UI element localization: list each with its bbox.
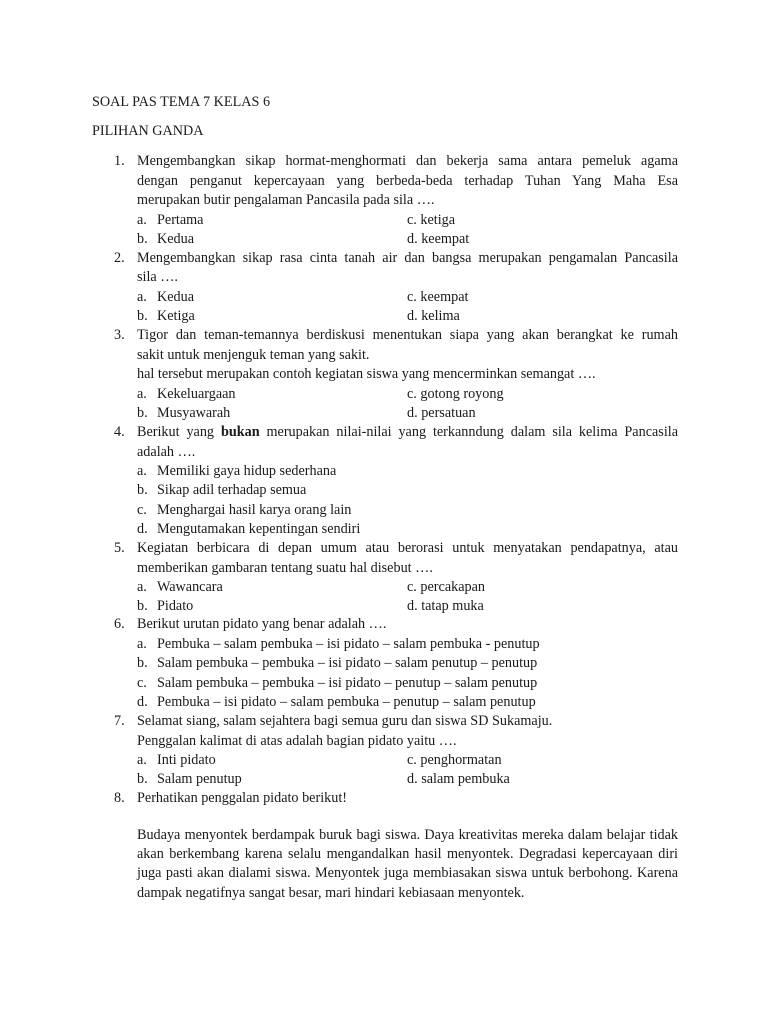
question-text-line: Berikut yang bukan merupakan nilai-nilai yang terkanndung dalam sila kelima Pancasila [137,424,678,440]
page-title: SOAL PAS TEMA 7 KELAS 6 [92,94,271,110]
option-label: d. [407,405,418,421]
option-label: d. [407,771,418,787]
option-label: a. [137,386,147,402]
option-label: c. [407,579,417,595]
question-text-line: Selamat siang, salam sejahtera bagi semua guru dan siswa SD Sukamaju. [137,713,553,729]
option-label: a. [137,463,147,479]
option-label: b. [137,482,148,498]
option-label: a. [137,579,147,595]
question-text-line: sakit untuk menjenguk teman yang sakit. [137,347,370,363]
option-text: keempat [420,289,469,305]
question-text-line: adalah …. [137,444,196,460]
option-label: d. [137,521,148,537]
option-label: a. [137,212,147,228]
option-c [407,578,485,597]
question-number: 2. [114,250,125,266]
option-label: a. [137,752,147,768]
option-d [407,770,510,789]
option-label: b. [137,231,148,247]
question-text-line: Kegiatan berbicara di depan umum atau berorasi untuk menyatakan pendapatnya, atau [137,540,678,556]
option-label: d. [407,231,418,247]
option-text: Pembuka – salam pembuka – isi pidato – salam pembuka - penutup [157,636,540,652]
option-label: c. [407,386,417,402]
emphasis-word: bukan [220,424,260,440]
question-text-line: Tigor dan teman-temannya berdiskusi menentukan siapa yang akan berangkat ke rumah [137,327,678,343]
question-text-line: Perhatikan penggalan pidato berikut! [137,790,347,806]
question-text-line: Mengembangkan sikap rasa cinta tanah air dan bangsa merupakan pengamalan Pancasila [137,250,678,266]
option-text: Mengutamakan kepentingan sendiri [157,521,361,537]
option-text: persatuan [421,405,476,421]
option-label: b. [137,405,148,421]
option-c [407,385,504,404]
option-label: c. [407,212,417,228]
option-text: keempat [421,231,470,247]
option-text: Inti pidato [157,752,216,768]
option-label: c. [407,752,417,768]
option-c [407,288,468,307]
option-text: Sikap adil terhadap semua [157,482,307,498]
option-d [407,230,469,249]
option-label: c. [137,675,147,691]
option-text: salam pembuka [421,771,510,787]
option-label: b. [137,655,148,671]
option-label: a. [137,289,147,305]
option-label: d. [407,308,418,324]
question-number: 6. [114,616,125,632]
option-c [407,211,455,230]
option-text: Salam penutup [157,771,242,787]
option-text: Pidato [157,598,194,614]
option-text: Kekeluargaan [157,386,236,402]
option-text: penghormatan [420,752,502,768]
speech-passage: Budaya menyontek berdampak buruk bagi siswa. Daya kreativitas mereka dalam belajar tidak akan berkembang karena selalu mengandalkan hasil menyontek. Degradasi kepercayaan diri juga pasti akan dialami siswa. Menyontek juga membiasakan siswa untuk berbohong. Karena dampak negatifnya sangat besar, mari hindari kebiasaan menyontek. [137,827,678,901]
option-text: Kedua [157,289,195,305]
option-text: kelima [421,308,460,324]
option-text: Salam pembuka – pembuka – isi pidato – penutup – salam penutup [157,675,538,691]
option-text: Musyawarah [157,405,231,421]
option-label: d. [407,598,418,614]
option-label: a. [137,636,147,652]
question-number: 4. [114,424,125,440]
option-c [407,751,502,770]
question-text-line: memberikan gambaran tentang suatu hal disebut …. [137,560,433,576]
option-label: c. [407,289,417,305]
option-label: b. [137,771,148,787]
option-text: Menghargai hasil karya orang lain [157,502,352,518]
option-label: c. [137,502,147,518]
option-text: Ketiga [157,308,195,324]
option-text: Memiliki gaya hidup sederhana [157,463,337,479]
option-d [407,597,484,616]
question-number: 8. [114,790,125,806]
option-label: b. [137,598,148,614]
option-text: gotong royong [420,386,504,402]
option-text: Pembuka – isi pidato – salam pembuka – penutup – salam penutup [157,694,536,710]
option-text: tatap muka [421,598,484,614]
question-text-line: Mengembangkan sikap hormat-menghormati dan bekerja sama antara pemeluk agama [137,153,678,169]
question-text-line: Berikut urutan pidato yang benar adalah …. [137,616,387,632]
question-text-line: dengan penganut kepercayaan yang berbeda-beda terhadap Tuhan Yang Maha Esa [137,173,678,189]
question-text-line: hal tersebut merupakan contoh kegiatan siswa yang mencerminkan semangat …. [137,366,596,382]
option-text: Pertama [157,212,204,228]
question-number: 7. [114,713,125,729]
question-number: 5. [114,540,125,556]
option-text: ketiga [420,212,456,228]
option-d [407,404,476,423]
option-text: Wawancara [157,579,223,595]
question-number: 3. [114,327,125,343]
section-heading: PILIHAN GANDA [92,123,204,139]
option-label: d. [137,694,148,710]
question-text-line: sila …. [137,269,178,285]
option-text: percakapan [420,579,485,595]
option-text: Kedua [157,231,195,247]
question-text-line: merupakan butir pengalaman Pancasila pada sila …. [137,192,435,208]
option-text: Salam pembuka – pembuka – isi pidato – salam penutup – penutup [157,655,538,671]
question-text-line: Penggalan kalimat di atas adalah bagian pidato yaitu …. [137,733,457,749]
option-label: b. [137,308,148,324]
question-number: 1. [114,153,125,169]
option-d [407,307,460,326]
